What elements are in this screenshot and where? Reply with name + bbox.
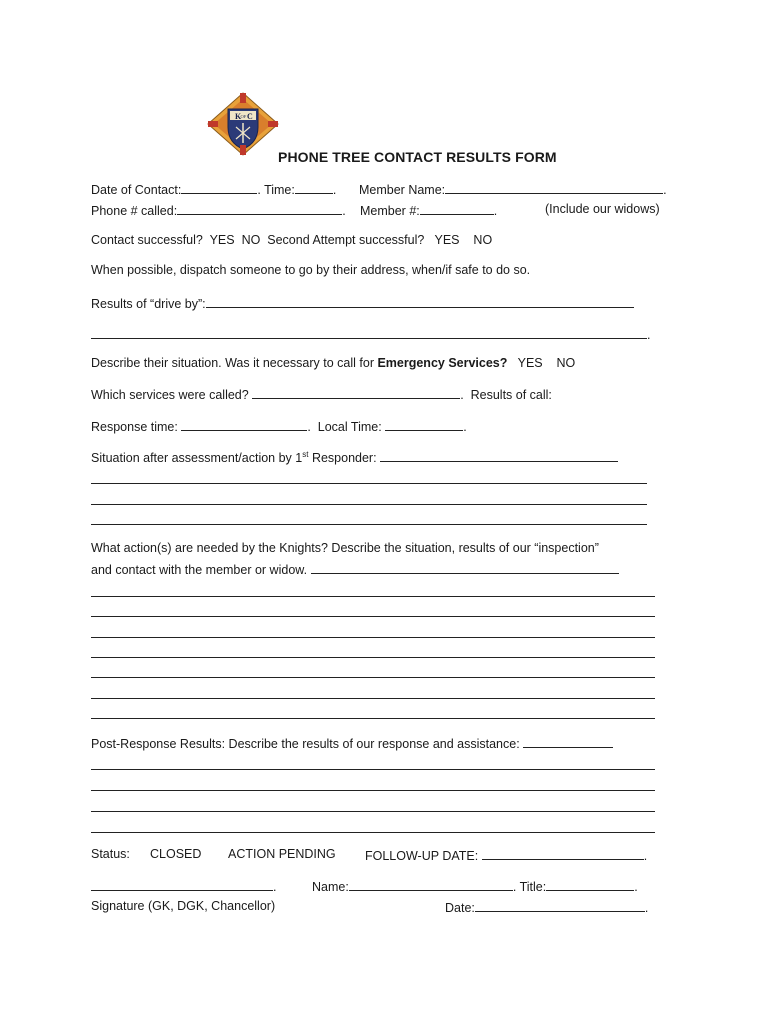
period: . xyxy=(634,880,638,894)
response-time-field[interactable] xyxy=(181,418,307,431)
situation-line-4[interactable] xyxy=(91,524,647,525)
member-number-label: Member #: xyxy=(360,204,420,218)
contact-yes-option[interactable]: YES xyxy=(209,233,235,247)
knights-line-5[interactable] xyxy=(91,657,655,658)
include-widows-note: (Include our widows) xyxy=(545,202,660,216)
name-field[interactable] xyxy=(349,878,513,891)
member-name-field[interactable] xyxy=(445,181,663,194)
signature-line-group xyxy=(91,878,276,894)
title-label: Title: xyxy=(519,880,547,894)
name-label: Name: xyxy=(312,880,349,894)
form-title: PHONE TREE CONTACT RESULTS FORM xyxy=(278,149,557,165)
contact-successful-label: Contact successful? xyxy=(91,233,203,247)
dispatch-instruction: When possible, dispatch someone to go by their address, when/if safe to do so. xyxy=(91,263,531,277)
response-time-label: Response time: xyxy=(91,420,178,434)
emergency-no-option[interactable]: NO xyxy=(556,356,576,370)
emergency-services-label: Emergency Services? xyxy=(377,356,508,370)
period: . xyxy=(257,183,261,197)
signature-caption: Signature (GK, DGK, Chancellor) xyxy=(91,899,276,913)
row-drive-by-continued xyxy=(91,326,650,342)
row-services-called xyxy=(91,386,552,402)
phone-called-label: Phone # called: xyxy=(91,204,178,218)
row-contact-successful xyxy=(91,233,492,247)
post-response-label: Post-Response Results: Describe the results of our response and assistance: xyxy=(91,737,520,751)
row-drive-by xyxy=(91,295,634,311)
second-attempt-label: Second Attempt successful? xyxy=(267,233,425,247)
contact-no-option[interactable]: NO xyxy=(241,233,261,247)
services-called-field[interactable] xyxy=(252,386,460,399)
row-phone-info xyxy=(91,202,346,218)
situation-after-field[interactable] xyxy=(380,449,618,462)
drive-by-field[interactable] xyxy=(206,295,634,308)
knights-line-3[interactable] xyxy=(91,616,655,617)
date-of-contact-field[interactable] xyxy=(181,181,257,194)
period: . xyxy=(332,183,337,197)
title-field[interactable] xyxy=(546,878,634,891)
knights-contact-field[interactable] xyxy=(311,561,619,574)
situation-after-label: Situation after assessment/action by 1 xyxy=(91,451,303,465)
period: . xyxy=(463,420,467,434)
date-of-contact-label: Date of Contact: xyxy=(91,183,182,197)
situation-line-2[interactable] xyxy=(91,483,647,484)
post-response-line-4[interactable] xyxy=(91,811,655,812)
status-action-pending-option[interactable]: ACTION PENDING xyxy=(228,847,336,861)
row-response-time xyxy=(91,418,467,434)
row-emergency-services xyxy=(91,356,575,370)
period: . xyxy=(342,204,346,218)
drive-by-label: Results of “drive by”: xyxy=(91,297,206,311)
knights-line-6[interactable] xyxy=(91,677,655,678)
knights-contact-label: and contact with the member or widow. xyxy=(91,563,308,577)
knights-line-2[interactable] xyxy=(91,596,655,597)
services-called-label: Which services were called? xyxy=(91,388,249,402)
time-field[interactable] xyxy=(295,181,333,194)
follow-up-date-field[interactable] xyxy=(482,847,644,860)
post-response-line-5[interactable] xyxy=(91,832,655,833)
date-label: Date: xyxy=(445,901,475,915)
period: . xyxy=(512,880,517,894)
knights-of-columbus-emblem-icon xyxy=(206,91,280,157)
situation-line-3[interactable] xyxy=(91,504,647,505)
emergency-yes-option[interactable]: YES xyxy=(517,356,543,370)
member-number-group xyxy=(360,202,497,218)
knights-line-4[interactable] xyxy=(91,637,655,638)
local-time-label: Local Time: xyxy=(317,420,382,434)
period: . xyxy=(273,880,277,894)
name-group xyxy=(312,878,638,894)
row-post-response xyxy=(91,735,613,751)
period: . xyxy=(663,183,667,197)
post-response-field[interactable] xyxy=(523,735,613,748)
member-name-group xyxy=(359,181,667,197)
period: . xyxy=(643,849,648,863)
row-situation-after xyxy=(91,449,618,465)
logo-letter-of: OF xyxy=(240,114,247,119)
follow-up-date-label: FOLLOW-UP DATE: xyxy=(365,849,479,863)
period: . xyxy=(460,388,464,402)
responder-label: Responder: xyxy=(308,451,377,465)
logo-letter-k: K xyxy=(235,112,242,121)
describe-situation-label: Describe their situation. Was it necessary to call for xyxy=(91,356,378,370)
second-attempt-no-option[interactable]: NO xyxy=(473,233,493,247)
first-suffix: st xyxy=(302,449,309,459)
local-time-field[interactable] xyxy=(385,418,463,431)
post-response-line-2[interactable] xyxy=(91,769,655,770)
period: . xyxy=(647,328,651,342)
date-group xyxy=(445,899,648,915)
member-name-label: Member Name: xyxy=(359,183,446,197)
logo-letter-c: C xyxy=(247,112,253,121)
member-number-field[interactable] xyxy=(420,202,494,215)
post-response-line-3[interactable] xyxy=(91,790,655,791)
signature-field[interactable] xyxy=(91,878,273,891)
period: . xyxy=(493,204,498,218)
status-closed-option[interactable]: CLOSED xyxy=(150,847,202,861)
follow-up-date-group xyxy=(365,847,647,863)
row-knights-contact xyxy=(91,561,619,577)
time-label: Time: xyxy=(264,183,295,197)
period: . xyxy=(307,420,311,434)
knights-line-8[interactable] xyxy=(91,718,655,719)
status-label: Status: xyxy=(91,847,130,861)
knights-line-7[interactable] xyxy=(91,698,655,699)
knights-action-question: What action(s) are needed by the Knights? Describe the situation, results of our “inspection” xyxy=(91,541,599,555)
period: . xyxy=(644,901,649,915)
row-contact-info xyxy=(91,181,336,197)
second-attempt-yes-option[interactable]: YES xyxy=(434,233,460,247)
date-field[interactable] xyxy=(475,899,645,912)
drive-by-field-line2[interactable] xyxy=(91,326,647,339)
results-of-call-label: Results of call: xyxy=(470,388,552,402)
phone-called-field[interactable] xyxy=(177,202,342,215)
